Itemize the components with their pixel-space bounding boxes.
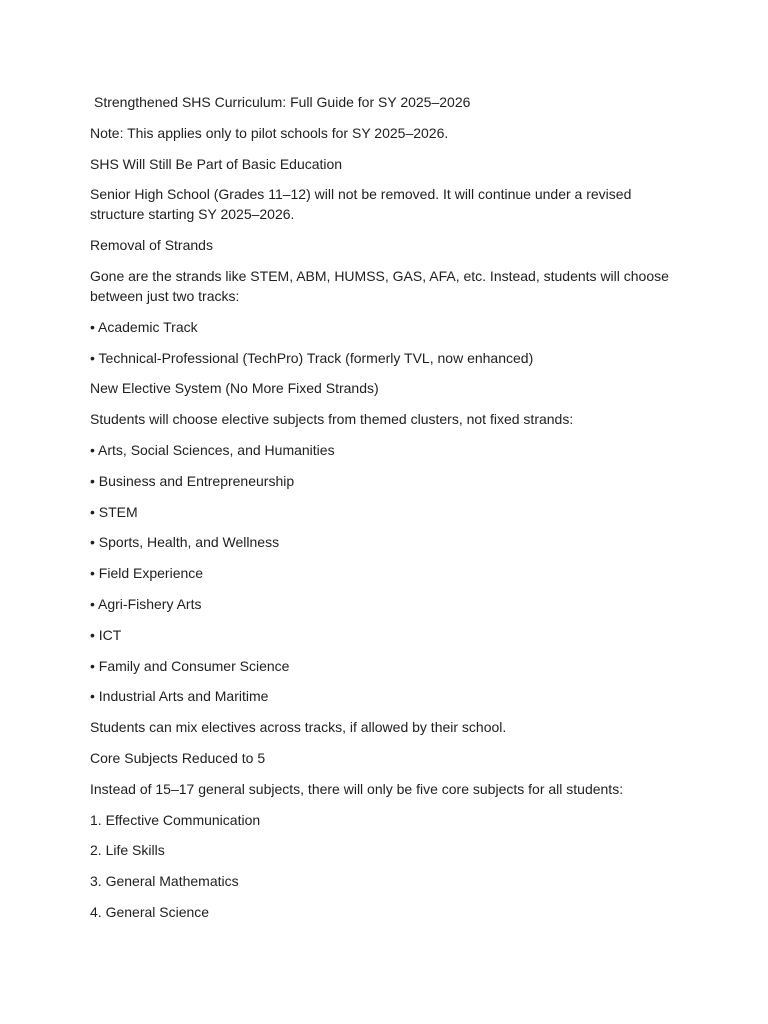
list-item-cluster: • Family and Consumer Science (90, 657, 290, 674)
section-heading-elective-system: New Elective System (No More Fixed Strands) (90, 380, 379, 397)
list-item-cluster: • Field Experience (90, 565, 204, 582)
paragraph-five-core-subjects: Instead of 15–17 general subjects, there will only be five core subjects for all students: (90, 780, 624, 797)
paragraph-elective-clusters: Students will choose elective subjects from themed clusters, not fixed strands: (90, 411, 574, 428)
list-item-cluster: • ICT (90, 626, 122, 643)
list-item-core-subject: 2. Life Skills (90, 842, 165, 859)
note-paragraph: Note: This applies only to pilot schools for SY 2025–2026. (90, 124, 449, 141)
list-item-academic-track: • Academic Track (90, 318, 198, 335)
list-item-core-subject: 3. General Mathematics (90, 873, 239, 890)
list-item-cluster: • STEM (90, 503, 138, 520)
list-item-cluster: • Arts, Social Sciences, and Humanities (90, 441, 335, 458)
list-item-cluster: • Sports, Health, and Wellness (90, 534, 280, 551)
document-title: Strengthened SHS Curriculum: Full Guide for SY 2025–2026 (94, 94, 471, 110)
list-item-cluster: • Industrial Arts and Maritime (90, 688, 269, 705)
list-item-cluster: • Agri-Fishery Arts (90, 595, 202, 612)
paragraph-shs-not-removed: Senior High School (Grades 11–12) will not be removed. It will continue under a revised structure starting SY 2025–2026. (90, 186, 632, 223)
document-page (90, 92, 675, 933)
list-item-core-subject: 1. Effective Communication (90, 811, 261, 828)
list-item-techpro-track: • Technical-Professional (TechPro) Track (formerly TVL, now enhanced) (90, 349, 534, 366)
section-heading-removal-of-strands: Removal of Strands (90, 237, 213, 254)
paragraph-mix-electives: Students can mix electives across tracks, if allowed by their school. (90, 719, 507, 736)
section-heading-shs-basic-education: SHS Will Still Be Part of Basic Education (90, 155, 343, 172)
paragraph-two-tracks: Gone are the strands like STEM, ABM, HUMSS, GAS, AFA, etc. Instead, students will choose between just two tracks: (90, 267, 669, 304)
list-item-cluster: • Business and Entrepreneurship (90, 472, 295, 489)
section-heading-core-subjects: Core Subjects Reduced to 5 (90, 749, 266, 766)
list-item-core-subject: 4. General Science (90, 903, 210, 920)
